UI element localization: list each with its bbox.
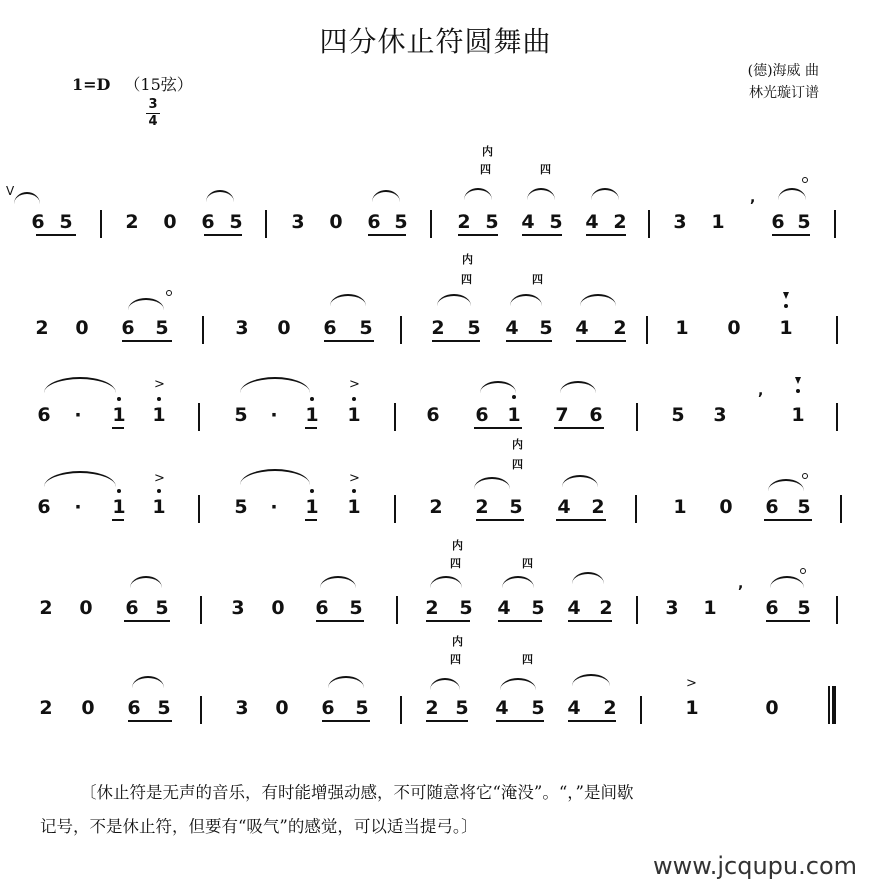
high-octave-dot-icon: [512, 395, 516, 399]
note: 2: [475, 496, 489, 518]
note: 5: [155, 317, 169, 339]
underline-eighth: [426, 620, 470, 622]
slur-icon: [430, 678, 460, 690]
underline-eighth: [556, 519, 606, 521]
note: 6: [37, 496, 51, 518]
note: 5: [485, 211, 499, 233]
underline-eighth: [568, 720, 616, 722]
position-four-label: 四: [461, 273, 472, 286]
barline: [200, 596, 202, 624]
slur-icon: [500, 678, 536, 690]
slur-icon: [330, 294, 366, 306]
note: 1: [685, 697, 699, 719]
slur-icon: [527, 188, 555, 200]
composer-credit: (德)海威 曲: [747, 63, 819, 79]
accent-icon: >: [154, 377, 165, 392]
note: 5: [234, 404, 248, 426]
underline-eighth: [476, 519, 524, 521]
slur-icon: [328, 676, 364, 688]
breath-comma-icon: ,: [750, 190, 756, 206]
breath-comma-icon: ,: [758, 383, 764, 399]
harmonic-circle-icon: [800, 568, 806, 574]
note: 0: [719, 496, 733, 518]
note: 2: [431, 317, 445, 339]
note: 1: [675, 317, 689, 339]
time-numerator: 3: [148, 97, 158, 112]
fingering-inner-label: 内: [482, 145, 493, 158]
note: 4: [521, 211, 535, 233]
note: 5: [155, 597, 169, 619]
note: 4: [505, 317, 519, 339]
barline: [265, 210, 267, 238]
accent-icon: >: [154, 471, 165, 486]
note: 0: [275, 697, 289, 719]
position-four-label: 四: [522, 653, 533, 666]
note: 5: [539, 317, 553, 339]
score-row-4: [0, 438, 871, 555]
note: 2: [39, 697, 53, 719]
position-four-label: 四: [512, 458, 523, 471]
high-octave-dot-icon: [310, 397, 314, 401]
note: 5: [459, 597, 473, 619]
note: 0: [79, 597, 93, 619]
note: 4: [567, 597, 581, 619]
note: 1: [673, 496, 687, 518]
time-denominator: 4: [148, 114, 158, 129]
barline: [646, 316, 648, 344]
note: 4: [585, 211, 599, 233]
underline-eighth: [305, 519, 317, 521]
barline: [836, 403, 838, 431]
note: 6: [426, 404, 440, 426]
page-title: 四分休止符圆舞曲: [319, 25, 552, 58]
underline-eighth: [112, 519, 124, 521]
underline-eighth: [458, 234, 498, 236]
note: 6: [765, 597, 779, 619]
note: 5: [349, 597, 363, 619]
note: 2: [425, 697, 439, 719]
note: 2: [35, 317, 49, 339]
score-row-5: [0, 539, 871, 660]
score-row-6: [0, 635, 871, 758]
note: 5: [355, 697, 369, 719]
high-octave-dot-icon: [352, 397, 356, 401]
underline-eighth: [568, 620, 612, 622]
harmonic-circle-icon: [166, 290, 172, 296]
barline: [836, 596, 838, 624]
underline-eighth: [506, 340, 552, 342]
barline: [640, 696, 642, 724]
underline-eighth: [112, 427, 124, 429]
note: 0: [75, 317, 89, 339]
barline: [394, 403, 396, 431]
barline: [636, 403, 638, 431]
slur-icon: [580, 294, 616, 306]
high-octave-dot-icon: [784, 304, 788, 308]
note: 6: [125, 597, 139, 619]
note: 3: [665, 597, 679, 619]
note: 6: [201, 211, 215, 233]
underline-eighth: [36, 234, 76, 236]
note: 0: [81, 697, 95, 719]
footnote-line-2: 记号，不是休止符，但要有“吸气”的感觉，可以适当提弓。〕: [40, 817, 478, 836]
dot-extension: ·: [74, 496, 82, 518]
note: 6: [121, 317, 135, 339]
underline-eighth: [772, 234, 810, 236]
note: 5: [797, 496, 811, 518]
note: 1: [779, 317, 793, 339]
note: 6: [315, 597, 329, 619]
position-four-label: 四: [522, 557, 533, 570]
note: 5: [797, 211, 811, 233]
underline-eighth: [322, 720, 370, 722]
note: 6: [127, 697, 141, 719]
note: 0: [163, 211, 177, 233]
slur-icon: [510, 294, 542, 306]
slur-icon: [320, 576, 356, 588]
underline-eighth: [324, 340, 374, 342]
note: 6: [771, 211, 785, 233]
underline-eighth: [122, 340, 172, 342]
note: 4: [497, 597, 511, 619]
note: 5: [531, 697, 545, 719]
note: 4: [567, 697, 581, 719]
underline-eighth: [204, 234, 242, 236]
note: 3: [231, 597, 245, 619]
slur-icon: [240, 377, 310, 393]
accent-icon: >: [349, 471, 360, 486]
footnote-line-1: 〔休止符是无声的音乐，有时能增强动感，不可随意将它“淹没”。“，”是间歇: [80, 783, 634, 802]
dot-extension: ·: [270, 496, 278, 518]
note: 0: [727, 317, 741, 339]
footnote: [40, 776, 860, 844]
note: 5: [234, 496, 248, 518]
underline-eighth: [128, 720, 172, 722]
slur-icon: [206, 190, 234, 202]
note: 1: [112, 404, 126, 426]
note: 5: [59, 211, 73, 233]
score-row-1: [0, 145, 871, 270]
breath-mark-icon: V: [6, 184, 15, 198]
note: 5: [394, 211, 408, 233]
note: 3: [291, 211, 305, 233]
slur-icon: [572, 572, 604, 584]
slur-icon: [44, 471, 116, 487]
slur-icon: [768, 479, 804, 491]
slur-icon: [770, 576, 804, 588]
high-octave-dot-icon: [157, 397, 161, 401]
note: 0: [277, 317, 291, 339]
staccato-wedge-icon: [795, 377, 801, 384]
accent-icon: >: [349, 377, 360, 392]
breath-comma-icon: ,: [738, 576, 744, 592]
position-four-label: 四: [480, 163, 491, 176]
barline: [836, 316, 838, 344]
note: 5: [797, 597, 811, 619]
note: 1: [305, 496, 319, 518]
note: 5: [229, 211, 243, 233]
barline: [840, 495, 842, 523]
note: 1: [507, 404, 521, 426]
note: 0: [329, 211, 343, 233]
note: 6: [765, 496, 779, 518]
underline-eighth: [432, 340, 480, 342]
slur-icon: [572, 674, 610, 686]
note: 2: [603, 697, 617, 719]
barline: [198, 495, 200, 523]
position-four-label: 四: [450, 653, 461, 666]
note: 3: [673, 211, 687, 233]
note: 1: [305, 404, 319, 426]
slur-icon: [560, 381, 596, 393]
harmonic-circle-icon: [802, 177, 808, 183]
note: 5: [467, 317, 481, 339]
fingering-inner-label: 内: [452, 539, 463, 552]
note: 2: [457, 211, 471, 233]
final-barline-thick: [832, 686, 836, 724]
fingering-inner-label: 内: [512, 438, 523, 451]
note: 1: [152, 404, 166, 426]
note: 2: [599, 597, 613, 619]
barline: [636, 596, 638, 624]
note: 1: [703, 597, 717, 619]
note: 2: [39, 597, 53, 619]
note: 4: [495, 697, 509, 719]
note: 6: [37, 404, 51, 426]
note: 2: [613, 211, 627, 233]
note: 4: [557, 496, 571, 518]
dot-extension: ·: [74, 404, 82, 426]
barline: [834, 210, 836, 238]
note: 6: [475, 404, 489, 426]
note: 5: [509, 496, 523, 518]
note: 1: [791, 404, 805, 426]
note: 1: [112, 496, 126, 518]
high-octave-dot-icon: [117, 397, 121, 401]
slur-icon: [372, 190, 400, 202]
fingering-inner-label: 内: [462, 253, 473, 266]
barline: [400, 316, 402, 344]
underline-eighth: [766, 620, 810, 622]
note: 0: [765, 697, 779, 719]
arranger-credit: 林光璇订谱: [749, 85, 819, 101]
slur-icon: [240, 469, 310, 485]
high-octave-dot-icon: [352, 489, 356, 493]
underline-eighth: [498, 620, 542, 622]
barline: [430, 210, 432, 238]
barline: [100, 210, 102, 238]
note: 5: [531, 597, 545, 619]
note: 1: [347, 404, 361, 426]
underline-eighth: [496, 720, 544, 722]
slur-icon: [562, 475, 598, 487]
dot-extension: ·: [270, 404, 278, 426]
note: 6: [323, 317, 337, 339]
note: 6: [589, 404, 603, 426]
slur-icon: [464, 188, 492, 200]
harmonic-circle-icon: [802, 473, 808, 479]
staccato-wedge-icon: [783, 292, 789, 299]
underline-eighth: [522, 234, 562, 236]
position-four-label: 四: [532, 273, 543, 286]
underline-eighth: [586, 234, 626, 236]
note: 6: [31, 211, 45, 233]
underline-eighth: [316, 620, 364, 622]
barline: [400, 696, 402, 724]
slur-icon: [778, 188, 806, 200]
barline: [394, 495, 396, 523]
underline-eighth: [764, 519, 812, 521]
note: 1: [347, 496, 361, 518]
high-octave-dot-icon: [157, 489, 161, 493]
slur-icon: [591, 188, 619, 200]
slur-icon: [14, 192, 40, 204]
note: 3: [235, 317, 249, 339]
key-label: 1=D: [72, 75, 111, 94]
key-signature: [72, 72, 193, 95]
credits: [748, 60, 819, 104]
note: 5: [359, 317, 373, 339]
note: 3: [235, 697, 249, 719]
barline: [200, 696, 202, 724]
score-row-3: [0, 375, 871, 465]
note: 6: [321, 697, 335, 719]
slur-icon: [474, 477, 510, 489]
slur-icon: [128, 298, 164, 310]
barline: [648, 210, 650, 238]
note: 6: [367, 211, 381, 233]
underline-eighth: [426, 720, 468, 722]
final-barline-thin: [828, 686, 830, 724]
position-four-label: 四: [450, 557, 461, 570]
underline-eighth: [124, 620, 170, 622]
time-signature: [146, 98, 160, 129]
underline-eighth: [474, 427, 522, 429]
note: 2: [425, 597, 439, 619]
slur-icon: [480, 381, 516, 393]
slur-icon: [132, 676, 164, 688]
note: 1: [152, 496, 166, 518]
underline-eighth: [576, 340, 626, 342]
note: 2: [429, 496, 443, 518]
note: 5: [455, 697, 469, 719]
string-count: （15弦）: [124, 75, 193, 94]
note: 2: [125, 211, 139, 233]
high-octave-dot-icon: [310, 489, 314, 493]
barline: [202, 316, 204, 344]
underline-eighth: [368, 234, 406, 236]
position-four-label: 四: [540, 163, 551, 176]
note: 4: [575, 317, 589, 339]
slur-icon: [502, 576, 534, 588]
note: 2: [613, 317, 627, 339]
underline-eighth: [554, 427, 604, 429]
note: 7: [555, 404, 569, 426]
slur-icon: [430, 576, 462, 588]
underline-eighth: [305, 427, 317, 429]
note: 5: [549, 211, 563, 233]
note: 2: [591, 496, 605, 518]
barline: [396, 596, 398, 624]
note: 0: [271, 597, 285, 619]
accent-icon: >: [686, 676, 697, 691]
barline: [635, 495, 637, 523]
note: 3: [713, 404, 727, 426]
note: 5: [671, 404, 685, 426]
note: 1: [711, 211, 725, 233]
high-octave-dot-icon: [117, 489, 121, 493]
score-row-2: [0, 253, 871, 380]
fingering-inner-label: 内: [452, 635, 463, 648]
high-octave-dot-icon: [796, 389, 800, 393]
note: 5: [157, 697, 171, 719]
slur-icon: [130, 576, 162, 588]
barline: [198, 403, 200, 431]
watermark: www.jcqupu.com: [653, 852, 857, 880]
slur-icon: [44, 377, 116, 393]
slur-icon: [437, 294, 471, 306]
